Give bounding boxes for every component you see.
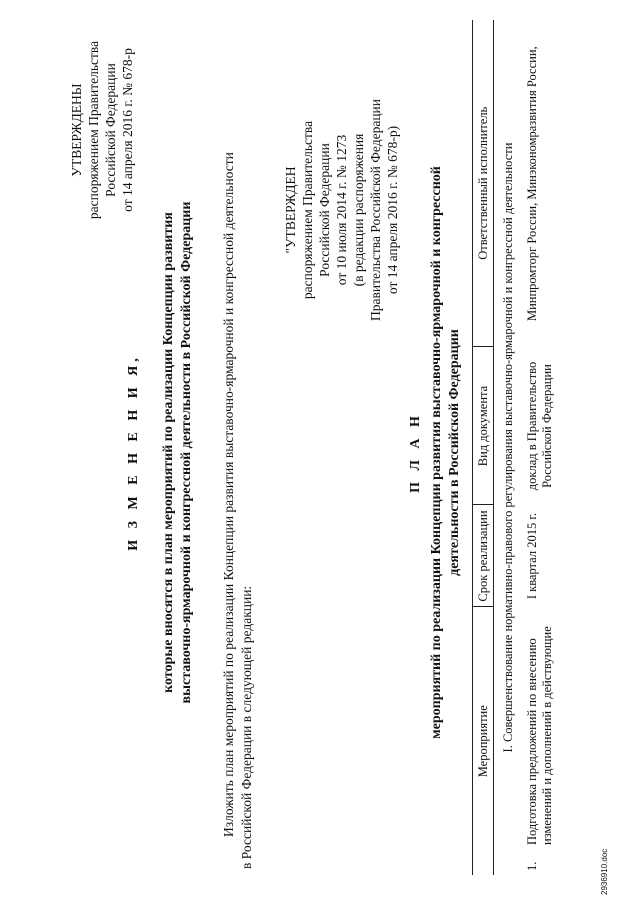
plan-approval-line: Российской Федерации bbox=[317, 143, 332, 277]
plan-subtitle-line: мероприятий по реализации Концепции развития выставочно-ярмарочной и конгрессной bbox=[429, 166, 444, 739]
intro-paragraph bbox=[220, 4, 256, 869]
plan-approval-line: от 10 июля 2014 г. № 1273 bbox=[334, 134, 349, 286]
intro-line: Изложить план мероприятий по реализации Концепции развития выставочно-ярмарочной и конгрессной деятельности bbox=[221, 152, 236, 837]
plan-approval-line: от 14 апреля 2016 г. № 678-р) bbox=[385, 125, 400, 295]
approval-line: Российской Федерации bbox=[103, 63, 118, 197]
approval-line: от 14 апреля 2016 г. № 678-р bbox=[120, 48, 135, 212]
plan-approval-line: "УТВЕРЖДЕН bbox=[283, 166, 298, 254]
intro-line: в Российской Федерации в следующей редакции: bbox=[239, 585, 254, 869]
event-text: Подготовка предложений по внесению изменений и дополнений в действующие bbox=[525, 626, 554, 845]
executor-cell: Минпромторг России, Минэкономразвития России, bbox=[525, 46, 539, 321]
table-section-row bbox=[494, 20, 524, 875]
plan-approval-line: (в редакции распоряжения bbox=[351, 133, 366, 287]
plan-approval-line: Правительства Российской Федерации bbox=[368, 99, 383, 321]
table-header-row bbox=[473, 20, 494, 875]
changes-subtitle-line: которые вносятся в план мероприятий по реализации Концепции развития bbox=[161, 212, 176, 693]
header-executor: Ответственный исполнитель bbox=[473, 20, 494, 347]
table-row bbox=[523, 20, 557, 875]
changes-subtitle bbox=[160, 0, 196, 905]
header-document: Вид документа bbox=[473, 347, 494, 505]
approval-line: УТВЕРЖДЕНЫ bbox=[69, 83, 84, 177]
plan-subtitle bbox=[428, 0, 464, 905]
plan-subtitle-line: деятельности в Российской Федерации bbox=[447, 329, 462, 576]
plan-title: П Л А Н bbox=[408, 412, 423, 493]
approval-line: распоряжением Правительства bbox=[86, 40, 101, 220]
plan-approval-line: распоряжением Правительства bbox=[300, 120, 315, 300]
changes-title: И З М Е Н Е Н И Я, bbox=[126, 354, 141, 551]
changes-subtitle-line: выставочно-ярмарочной и конгрессной деятельности в Российской Федерации bbox=[179, 201, 194, 704]
file-name-footer: 2936910.doc bbox=[600, 848, 609, 895]
header-event: Мероприятие bbox=[473, 607, 494, 875]
plan-table bbox=[472, 20, 557, 875]
plan-approval-stamp bbox=[282, 25, 401, 395]
row-number: 1. bbox=[525, 861, 539, 871]
header-term: Срок реализации bbox=[473, 505, 494, 607]
section-heading: I. Совершенствование нормативно-правового регулирования выставочно-ярмарочной и конгрессной деятельности bbox=[501, 142, 515, 753]
event-cell bbox=[523, 607, 557, 875]
term-cell: I квартал 2015 г. bbox=[525, 512, 539, 600]
document-cell: доклад в Правительство Российской Федерации bbox=[525, 361, 554, 491]
